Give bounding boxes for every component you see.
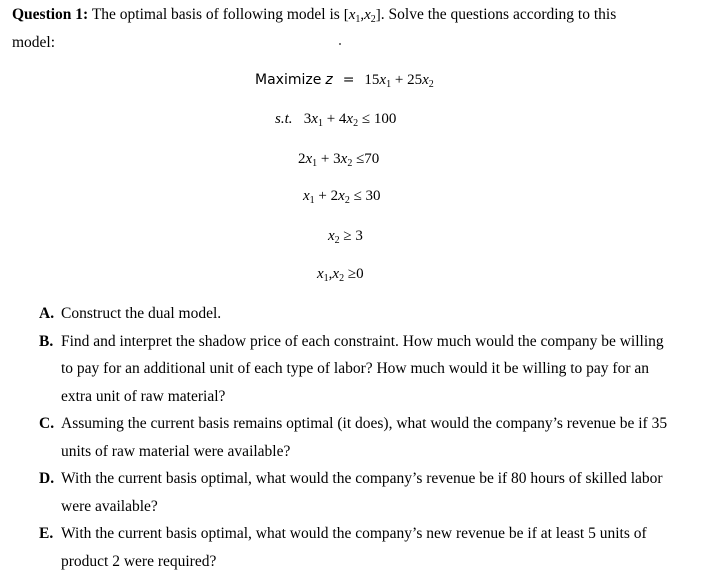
item-e-line-1: With the current basis optimal, what would the company’s new revenue be if at least 5 units of bbox=[61, 525, 647, 542]
constraint-1: s.t. $3x_1 + 4x_2 \le 100$ bbox=[275, 111, 397, 129]
item-a-line-1: Construct the dual model. bbox=[61, 305, 222, 322]
item-b-line-1: Find and interpret the shadow price of each constraint. How much would the company be willing bbox=[61, 333, 664, 350]
question-text-after: . Solve the questions according to this bbox=[380, 6, 617, 23]
constraint-5: $x_1,x_2 \ge 0$ bbox=[317, 266, 364, 284]
item-d-label: D. bbox=[39, 470, 55, 487]
question-text-before: The optimal basis of following model is bbox=[91, 6, 344, 23]
constraint-2: $2x_1 + 3x_2 \le 70$ bbox=[298, 151, 380, 169]
question-text-line2: model: bbox=[12, 34, 56, 51]
item-b-line-2: to pay for an additional unit of each type of labor? How much would it be willing to pay for an bbox=[61, 360, 649, 377]
constraint-3: $x_1 + 2x_2 \le 30$ bbox=[303, 188, 381, 206]
question-label: Question 1: bbox=[12, 6, 89, 23]
item-d-line-1: With the current basis optimal, what would the company’s revenue be if 80 hours of skilled labor bbox=[61, 470, 663, 487]
item-a-label: A. bbox=[39, 305, 55, 322]
objective-function bbox=[255, 71, 434, 89]
objective-eq: = bbox=[342, 72, 355, 88]
maximize-label: Maximize bbox=[255, 72, 322, 88]
item-c-line-1: Assuming the current basis remains optimal (it does), what would the company’s revenue be if 35 bbox=[61, 415, 668, 432]
item-e-label: E. bbox=[39, 525, 54, 542]
st-label: s.t. bbox=[275, 111, 293, 127]
question-header bbox=[12, 6, 616, 24]
stray-dot bbox=[339, 43, 341, 45]
basis-expression: $[x_1,x_2]$ bbox=[343, 7, 381, 25]
item-c-label: C. bbox=[39, 415, 55, 432]
item-c-line-2: units of raw material were available? bbox=[61, 443, 291, 460]
objective-terms: $15x_1 + 25x_2$ bbox=[364, 72, 434, 90]
objective-var: z bbox=[325, 72, 333, 88]
item-d-line-2: were available? bbox=[61, 498, 158, 515]
item-b-label: B. bbox=[39, 333, 54, 350]
item-b-line-3: extra unit of raw material? bbox=[61, 388, 226, 405]
constraint-4: $x_2 \ge 3$ bbox=[328, 228, 363, 246]
item-e-line-2: product 2 were required? bbox=[61, 553, 217, 570]
